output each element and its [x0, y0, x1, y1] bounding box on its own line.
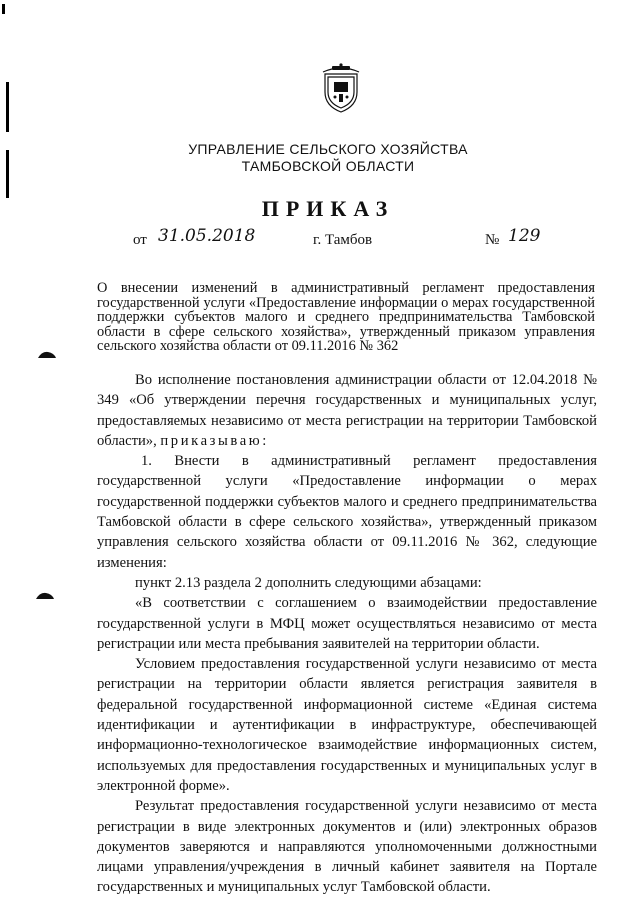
- document-subject: О внесении изменений в административный регламент предоставления государственной услуги «Предоставление информации о мерах государственной поддержки субъектов малого и среднего предпринимательства Тамбовской области в сфере сельского хозяйства», утвержденный приказом управления сельского хозяйства области от 09.11.2016 № 362: [97, 280, 595, 355]
- number-prefix: №: [485, 232, 500, 248]
- item-1-paragraph: 1. Внести в административный регламент предоставления государственной услуги «Предоставление информации о мерах государственной поддержки субъектов малого и среднего предпринимательства Тамбовской области в сфере сельского хозяйства», утвержденный приказом управления сельского хозяйства области от 09.11.2016 № 362, следующие изменения:: [97, 453, 597, 571]
- handwritten-number: 129: [508, 226, 541, 246]
- handwritten-date: 31.05.2018: [158, 226, 256, 246]
- punch-hole-mark: [38, 351, 56, 359]
- amendment-paragraph-3: Результат предоставления государственной услуги независимо от места регистрации в виде электронных документов и (или) электронных образов документов заверяются и направляются уполномоченными должностными лицами управления/учреждения в личный кабинет заявителя на Портале государственных и муниципальных услуг Тамбовской области.: [97, 798, 597, 896]
- document-body: [97, 370, 597, 898]
- order-word: приказываю:: [160, 432, 269, 449]
- document-title: ПРИКАЗ: [261, 196, 395, 221]
- scan-edge-mark: [6, 82, 9, 132]
- scan-edge-mark: [2, 4, 5, 14]
- organization-name: УПРАВЛЕНИЕ СЕЛЬСКОГО ХОЗЯЙСТВА: [188, 141, 468, 157]
- clause-paragraph: пункт 2.13 раздела 2 дополнить следующими абзацами:: [135, 574, 482, 591]
- organization-region: ТАМБОВСКОЙ ОБЛАСТИ: [241, 158, 415, 174]
- preamble-paragraph: [97, 370, 597, 451]
- amendment-paragraph-1: «В соответствии с соглашением о взаимодействии предоставление государственной услуги в МФЦ может осуществляться независимо от места регистрации или места пребывания заявителей на территории области.: [97, 595, 597, 652]
- city-label: г. Тамбов: [313, 232, 373, 248]
- coat-of-arms-emblem: [319, 62, 363, 114]
- preamble-text: Во исполнение постановления администрации области от 12.04.2018 № 349 «Об утверждении перечня государственных и муниципальных услуг, предоставляемых независимо от места регистрации на территории Тамбовской области»,: [97, 372, 597, 449]
- date-prefix: от: [133, 232, 147, 248]
- punch-hole-mark: [36, 592, 54, 600]
- amendment-paragraph-2: Условием предоставления государственной услуги независимо от места регистрации на территории области является регистрация заявителя в федеральной государственной информационной системе «Единая система идентификации и аутентификации в инфраструктуре, обеспечивающей информационно-технологическое взаимодействие информационных систем, используемых для предоставления государственных и муниципальных услуг в электронной форме».: [97, 656, 597, 794]
